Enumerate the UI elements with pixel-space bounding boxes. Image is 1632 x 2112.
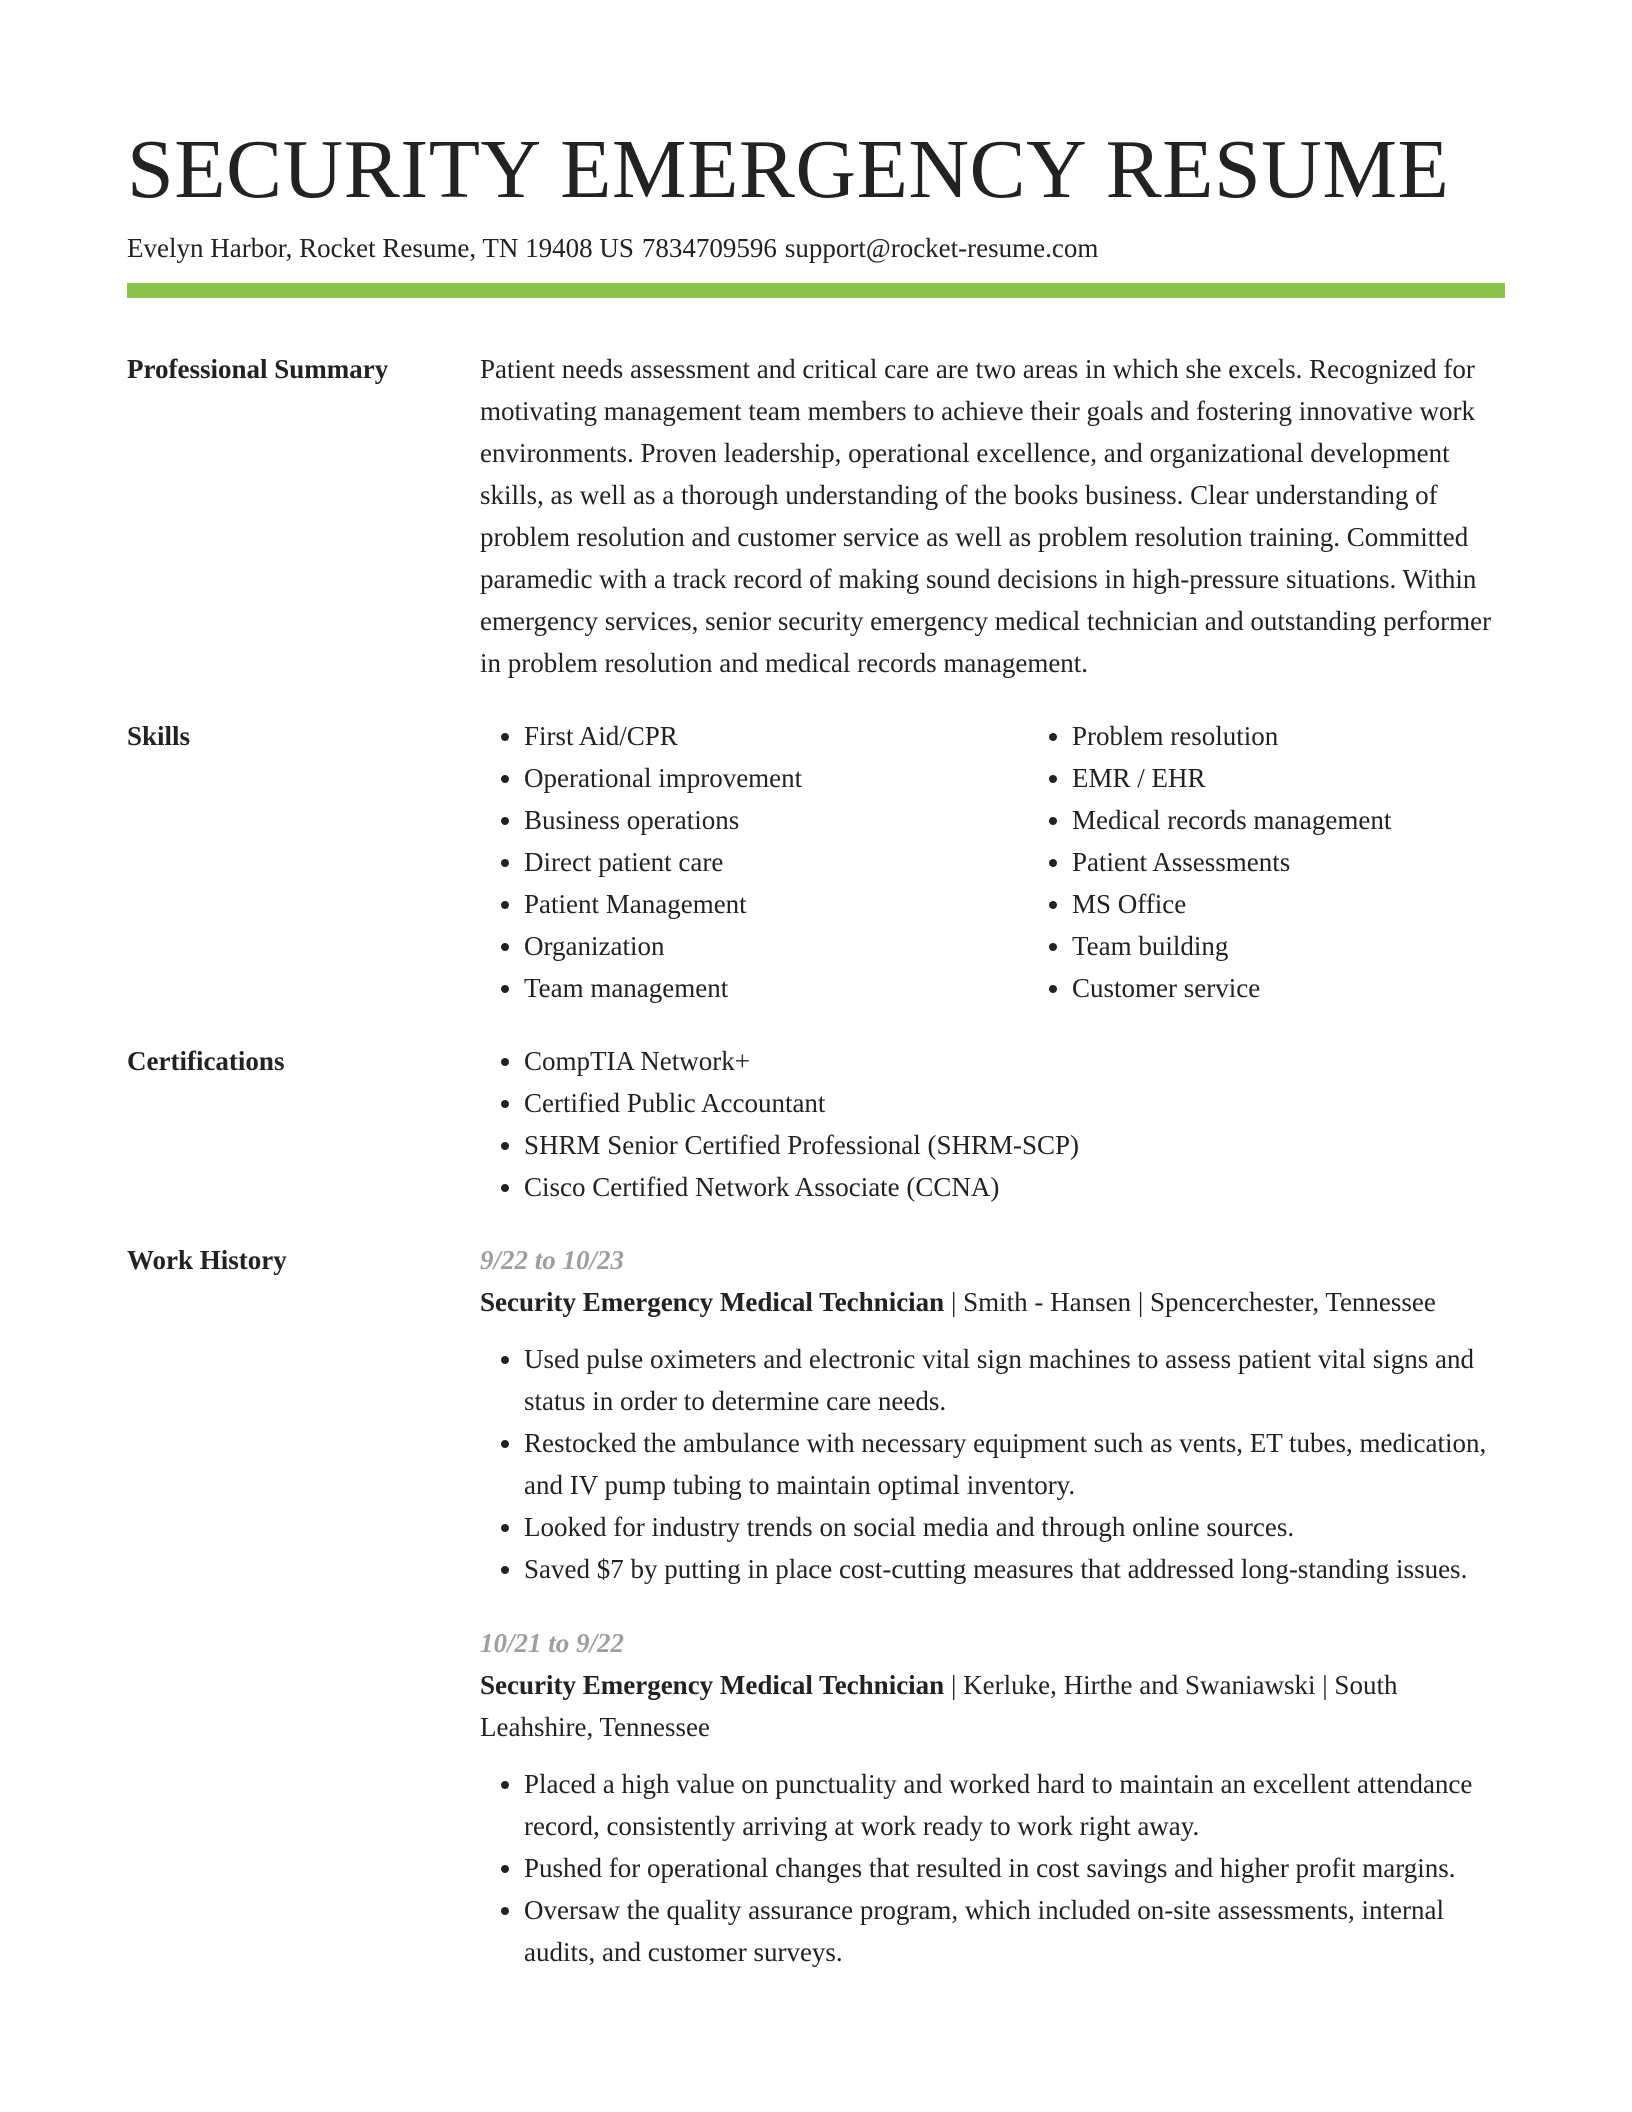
job-entry (480, 1239, 1505, 1590)
summary-label: Professional Summary (127, 354, 389, 384)
contact-line (127, 230, 1505, 266)
summary-text: Patient needs assessment and critical care are two areas in which she excels. Recognized for motivating management team members to achieve their goals and fostering innovative work environments. Proven leadership, operational excellence, and organizational development skills, as well as a thorough understanding of the books business. Clear understanding of problem resolution and customer service as well as problem resolution training. Committed paramedic with a track record of making sound decisions in high-pressure situations. Within emergency services, senior security emergency medical technician and outstanding performer in problem resolution and medical records management. (480, 354, 1492, 678)
list-item: • Team management (524, 967, 1028, 1009)
list-item: • Used pulse oximeters and electronic vital sign machines to assess patient vital signs and status in order to determine care needs. (524, 1338, 1505, 1422)
list-item: • MS Office (1072, 883, 1505, 925)
skills-section (127, 715, 1505, 1009)
list-item: • Problem resolution (1072, 715, 1505, 757)
job-bullets (480, 1338, 1505, 1590)
job-entry (480, 1622, 1505, 1973)
list-item: • Restocked the ambulance with necessary equipment such as vents, ET tubes, medication, and IV pump tubing to maintain optimal inventory. (524, 1422, 1505, 1506)
job-details: | Kerluke, Hirthe and Swaniawski | South Leahshire, Tennessee (480, 1670, 1398, 1742)
list-item: • Cisco Certified Network Associate (CCNA) (524, 1166, 1505, 1208)
list-item: • Saved $7 by putting in place cost-cutting measures that addressed long-standing issues. (524, 1548, 1505, 1590)
list-item: • Direct patient care (524, 841, 1028, 883)
list-item: • Customer service (1072, 967, 1505, 1009)
list-item: • Business operations (524, 799, 1028, 841)
list-item: • Medical records management (1072, 799, 1505, 841)
job-header (480, 1281, 1505, 1323)
list-item: • CompTIA Network+ (524, 1040, 1505, 1082)
list-item: • Patient Management (524, 883, 1028, 925)
certifications-list (480, 1040, 1505, 1208)
list-item: • EMR / EHR (1072, 757, 1505, 799)
certifications-label: Certifications (127, 1046, 285, 1076)
header-divider (127, 283, 1505, 298)
job-header (480, 1664, 1505, 1748)
contact-address: Evelyn Harbor, Rocket Resume, TN 19408 US (127, 233, 634, 263)
list-item: • Organization (524, 925, 1028, 967)
work-history-label: Work History (127, 1245, 287, 1275)
skills-label: Skills (127, 721, 191, 751)
list-item: • Certified Public Accountant (524, 1082, 1505, 1124)
list-item: • Operational improvement (524, 757, 1028, 799)
contact-email: support@rocket-resume.com (784, 233, 1099, 263)
job-title: Security Emergency Medical Technician (480, 1287, 945, 1317)
list-item: • Looked for industry trends on social media and through online sources. (524, 1506, 1505, 1548)
job-title: Security Emergency Medical Technician (480, 1670, 945, 1700)
list-item: • Oversaw the quality assurance program, which included on-site assessments, internal audits, and customer surveys. (524, 1889, 1505, 1973)
work-history-section (127, 1239, 1505, 2005)
contact-phone: 7834709596 (641, 233, 777, 263)
job-details: | Smith - Hansen | Spencerchester, Tennessee (944, 1287, 1436, 1317)
list-item: • First Aid/CPR (524, 715, 1028, 757)
list-item: • Patient Assessments (1072, 841, 1505, 883)
job-dates: 10/21 to 9/22 (480, 1628, 625, 1658)
list-item: • Pushed for operational changes that resulted in cost savings and higher profit margins. (524, 1847, 1505, 1889)
list-item: • Placed a high value on punctuality and worked hard to maintain an excellent attendance record, consistently arriving at work ready to work right away. (524, 1763, 1505, 1847)
summary-section (127, 348, 1505, 684)
skills-list-left (480, 715, 1028, 1009)
certifications-section (127, 1040, 1505, 1208)
list-item: • SHRM Senior Certified Professional (SHRM-SCP) (524, 1124, 1505, 1166)
skills-list-right (1028, 715, 1505, 1009)
list-item: • Team building (1072, 925, 1505, 967)
job-dates: 9/22 to 10/23 (480, 1245, 625, 1275)
resume-title: SECURITY EMERGENCY RESUME (127, 123, 1450, 216)
job-bullets (480, 1763, 1505, 1973)
resume-page (127, 120, 1505, 2005)
